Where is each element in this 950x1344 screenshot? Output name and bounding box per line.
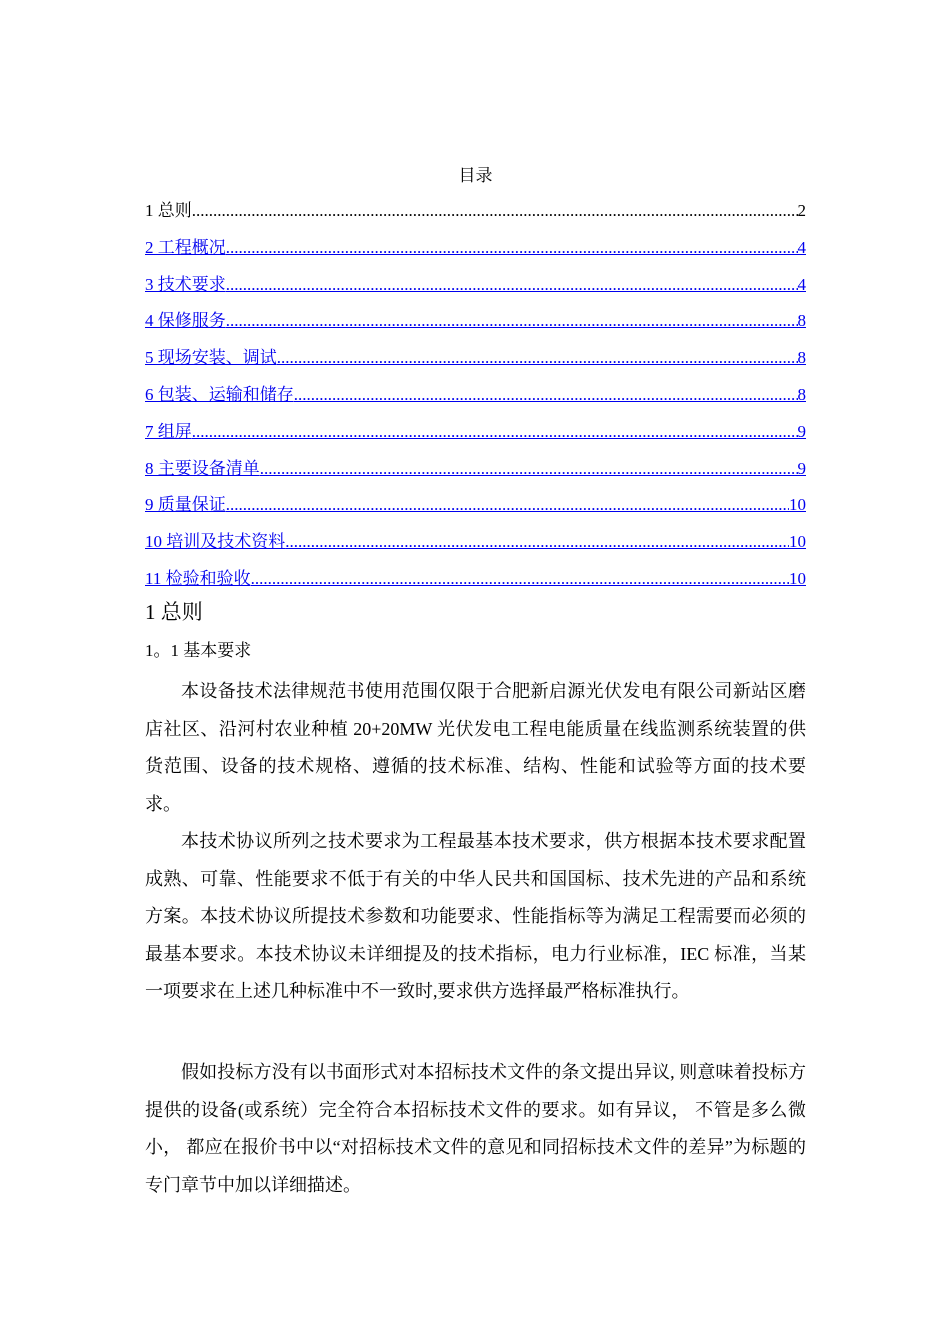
- table-of-contents: [145, 200, 806, 605]
- toc-leader-dots: [285, 531, 789, 553]
- toc-entry-label: 4 保修服务: [145, 311, 226, 331]
- toc-entry-10[interactable]: [145, 531, 806, 568]
- toc-entry-page: 4: [797, 274, 806, 294]
- toc-entry-9[interactable]: [145, 494, 806, 531]
- toc-entry-5[interactable]: [145, 347, 806, 384]
- toc-entry-page: 4: [797, 237, 806, 257]
- toc-leader-dots: [192, 200, 798, 222]
- toc-entry-8[interactable]: [145, 458, 806, 495]
- toc-leader-dots: [226, 237, 798, 259]
- toc-entry-label: 5 现场安装、调试: [145, 348, 277, 368]
- toc-entry-label: 7 组屏: [145, 421, 192, 441]
- toc-entry-page: 8: [797, 384, 806, 404]
- toc-entry-label: 8 主要设备清单: [145, 458, 260, 478]
- toc-leader-dots: [226, 310, 798, 332]
- toc-title: 目录: [458, 166, 493, 185]
- toc-entry-7[interactable]: [145, 421, 806, 458]
- toc-leader-dots: [277, 347, 798, 369]
- toc-leader-dots: [192, 421, 798, 443]
- toc-entry-label: 10 培训及技术资料: [145, 532, 286, 552]
- toc-entry-4[interactable]: [145, 310, 806, 347]
- toc-entry-page: 8: [797, 348, 806, 368]
- toc-leader-dots: [294, 384, 798, 406]
- toc-entry-2[interactable]: [145, 237, 806, 274]
- toc-entry-6[interactable]: [145, 384, 806, 421]
- toc-entry-label: 11 检验和验收: [145, 568, 251, 588]
- toc-leader-dots: [260, 458, 798, 480]
- paragraph-scope: 本设备技术法律规范书使用范围仅限于合肥新启源光伏发电有限公司新站区磨店社区、沿河村农业种植 20+20MW 光伏发电工程电能质量在线监测系统装置的供货范围、设备的技术规格、遵循的技术标准、结构、性能和试验等方面的技术要求。: [145, 681, 806, 814]
- paragraph-requirements: 本技术协议所列之技术要求为工程最基本技术要求，供方根据本技术要求配置成熟、可靠、性能要求不低于有关的中华人民共和国国标、技术先进的产品和系统方案。本技术协议所提技术参数和功能要求、性能指标等为满足工程需要而必须的最基本要求。本技术协议未详细提及的技术指标，电力行业标准，IEC 标准，当某一项要求在上述几种标准中不一致时,要求供方选择最严格标准执行。: [145, 831, 806, 1001]
- paragraph-objections: 假如投标方没有以书面形式对本招标技术文件的条文提出异议, 则意味着投标方提供的设备(或系统）完全符合本招标技术文件的要求。如有异议， 不管是多么微小， 都应在报价书中以“对招标技术文件的意见和同招标技术文件的差异”为标题的专门章节中加以详细描述。: [145, 1062, 806, 1195]
- toc-entry-11[interactable]: [145, 568, 806, 605]
- toc-entry-page: 2: [797, 201, 806, 220]
- toc-entry-1[interactable]: [145, 200, 806, 237]
- toc-leader-dots: [226, 274, 798, 296]
- toc-entry-page: 10: [789, 568, 806, 588]
- toc-entry-label: 9 质量保证: [145, 495, 226, 515]
- toc-entry-3[interactable]: [145, 274, 806, 311]
- toc-entry-page: 9: [797, 458, 806, 478]
- subsection-heading: 1。1 基本要求: [145, 641, 252, 660]
- toc-entry-page: 10: [789, 495, 806, 515]
- toc-leader-dots: [251, 568, 789, 590]
- toc-entry-label: 2 工程概况: [145, 237, 226, 257]
- toc-entry-page: 10: [789, 532, 806, 552]
- section-heading: 1 总则: [145, 600, 203, 624]
- toc-entry-page: 8: [797, 311, 806, 331]
- toc-entry-page: 9: [797, 421, 806, 441]
- toc-entry-label: 3 技术要求: [145, 274, 226, 294]
- toc-entry-label: 1 总则: [145, 201, 192, 220]
- toc-leader-dots: [226, 494, 789, 516]
- toc-entry-label: 6 包装、运输和储存: [145, 384, 294, 404]
